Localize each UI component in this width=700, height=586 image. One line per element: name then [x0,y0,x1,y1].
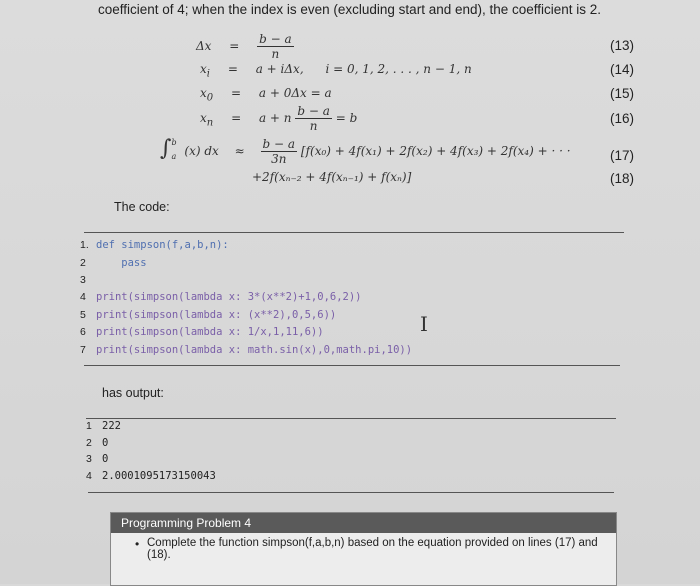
line-number: 3 [86,453,92,465]
eq16-lhs: x [200,111,207,125]
eq18-rhs: +2f(xₙ₋₂ + 4f(xₙ₋₁) + f(xₙ)] [252,170,412,184]
eq16-fraction [295,104,332,133]
line-number: 2 [86,437,92,449]
eq15-rhs: a + 0Δx = a [258,86,332,100]
eq16-sub: n [206,117,214,129]
line-number: 4 [80,291,86,303]
equation-13 [196,32,294,61]
code-line-7 [80,344,412,356]
eq15-number: (15) [610,86,635,101]
eq16-pre: a + n [258,111,292,125]
eq13-number: (13) [610,38,635,53]
eq14-number: (14) [610,62,635,77]
eq17-rel: ≈ [234,144,245,158]
output-line-1 [86,420,121,432]
line-number: 4 [86,470,92,482]
output-text: 0 [102,453,109,465]
eq15-lhs: x [200,86,207,100]
eq14-lhs: x [200,62,207,76]
eq17-upper-limit: b [171,138,177,147]
eq15-rel: = [230,86,242,100]
eq17-lower-limit: a [171,152,177,161]
line-number: 1 [86,420,92,432]
eq14-condition: i = 0, 1, 2, . . . , n − 1, n [325,62,472,76]
problem-text: Complete the function simpson(f,a,b,n) based on the equation provided on lines (17) and (18). [147,537,598,561]
output-text: 0 [102,437,109,449]
line-number: 1. [80,239,89,251]
eq18-number: (18) [610,171,635,186]
eq17-rhs: [f(x₀) + 4f(x₁) + 2f(x₂) + 4f(x₃) + 2f(x₄) + · · · [300,144,571,158]
output-top-divider [86,418,616,419]
eq13-lhs: Δx [196,39,212,53]
text-cursor-icon: I [420,312,428,336]
equation-14 [200,62,472,79]
code-line-3 [80,274,96,286]
eq16-rel: = [231,111,242,125]
intro-text: coefficient of 4; when the index is even (excluding start and end), the coefficient is 2. [98,2,602,17]
eq17-integrand: (x) dx [184,144,219,158]
output-text: 222 [102,420,121,432]
code-line-6 [80,326,324,338]
bullet-icon: • [135,537,140,551]
line-number: 2 [80,257,86,269]
code-line-5 [80,309,336,321]
code-text: print(simpson(lambda x: 1/x,1,11,6)) [96,326,324,338]
code-top-divider [84,232,624,233]
code-line-1 [80,239,229,251]
eq17-fraction [261,137,298,166]
code-text: print(simpson(lambda x: (x**2),0,5,6)) [96,309,337,321]
code-line-4 [80,291,362,303]
eq14-rel: = [227,62,238,76]
code-text: print(simpson(lambda x: 3*(x**2)+1,0,6,2)) [96,291,362,303]
eq13-numerator: b − a [259,32,292,46]
code-text: pass [96,257,147,269]
problem-title: Programming Problem 4 [111,513,616,533]
code-bottom-divider [84,365,620,366]
eq17-number: (17) [610,148,635,163]
problem-body [111,533,616,561]
eq17-numerator: b − a [262,137,296,151]
line-number: 7 [80,344,86,356]
eq14-rhs: a + iΔx, [255,62,304,76]
code-text: def simpson(f,a,b,n): [96,239,229,251]
integral-sign: ∫ [160,136,172,161]
output-line-4 [86,470,216,482]
output-label: has output: [102,386,164,400]
eq13-denominator: n [271,47,280,61]
output-line-2 [86,437,108,449]
equation-17 [160,136,571,166]
eq16-denominator: n [309,119,318,133]
eq14-sub: i [206,68,210,80]
equation-16 [200,104,357,133]
output-line-3 [86,453,108,465]
programming-problem-box [110,512,617,586]
code-line-2 [80,257,147,269]
eq16-number: (16) [610,111,635,126]
eq13-fraction [257,32,294,61]
code-text: print(simpson(lambda x: math.sin(x),0,math.pi,10)) [96,344,413,356]
eq17-denominator: 3n [271,152,287,166]
equation-15 [200,86,332,103]
eq15-sub: 0 [206,92,214,104]
output-text: 2.0001095173150043 [102,470,216,482]
equation-18 [252,170,411,184]
output-bottom-divider [88,492,614,493]
eq13-rel: = [229,39,240,53]
line-number: 6 [80,326,86,338]
eq16-numerator: b − a [297,104,330,118]
eq16-post: = b [335,111,358,125]
line-number: 5 [80,309,86,321]
code-label: The code: [114,200,170,214]
line-number: 3 [80,274,86,286]
